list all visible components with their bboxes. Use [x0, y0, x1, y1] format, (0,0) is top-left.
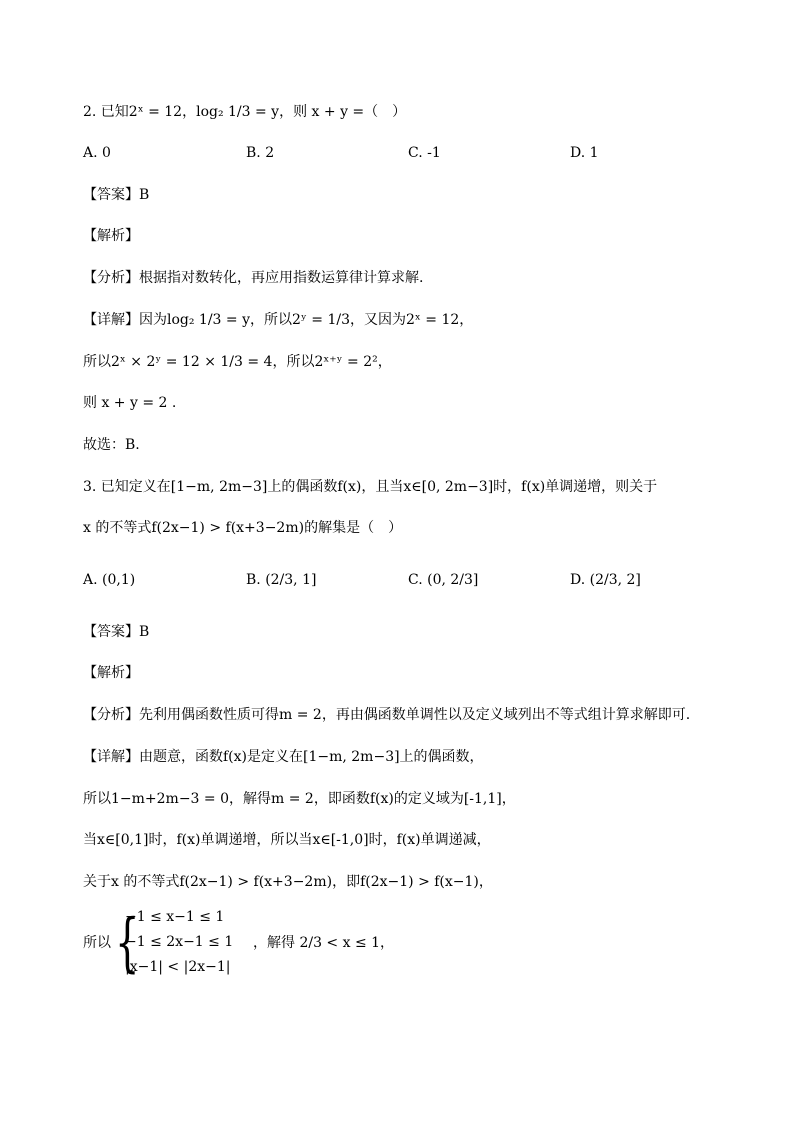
q3-option-a: A. (0,1)	[83, 572, 136, 588]
system-line-1: −1 ≤ x−1 ≤ 1	[125, 909, 225, 925]
q2-answer: 【答案】B	[83, 187, 150, 203]
system-prefix: 所以	[83, 935, 111, 951]
q2-option-c: C. -1	[408, 145, 441, 161]
q2-detail-line-3: 则 x + y = 2 .	[83, 395, 177, 411]
q3-detail-line-3: 当x∈[0,1]时，f(x)单调递增，所以当x∈[-1,0]时，f(x)单调递减，	[83, 832, 491, 848]
q3-detail-line-2: 所以1−m+2m−3 = 0，解得m = 2，即函数f(x)的定义域为[-1,1]，	[83, 791, 516, 807]
q2-option-b: B. 2	[246, 145, 275, 161]
question-2-stem: 2. 已知2ˣ = 12，log₂ 1/3 = y，则 x + y =（ ）	[83, 104, 407, 120]
system-line-3: |x−1| < |2x−1|	[125, 959, 231, 975]
q3-detail-line-4: 关于x 的不等式f(2x−1) > f(x+3−2m)，即f(2x−1) > f(x−1)，	[83, 874, 493, 890]
q2-option-d: D. 1	[570, 145, 599, 161]
q2-detail-line-1: 【详解】因为log₂ 1/3 = y，所以2ʸ = 1/3，又因为2ˣ = 12，	[83, 312, 474, 328]
question-3-stem-line-1: 3. 已知定义在[1−m, 2m−3]上的偶函数f(x)，且当x∈[0, 2m−3]时，f(x)单调递增，则关于	[83, 479, 658, 495]
q3-option-b: B. (2/3, 1]	[246, 572, 317, 588]
q3-analysis-heading: 【解析】	[83, 665, 139, 681]
q3-detail-line-1: 【详解】由题意，函数f(x)是定义在[1−m, 2m−3]上的偶函数，	[83, 749, 484, 765]
q2-option-a: A. 0	[83, 145, 111, 161]
left-brace: {	[115, 906, 140, 980]
q3-option-c: C. (0, 2/3]	[408, 572, 479, 588]
system-suffix: ，解得 2/3 < x ≤ 1，	[253, 935, 395, 951]
question-3-stem-line-2: x 的不等式f(2x−1) > f(x+3−2m)的解集是（ ）	[83, 520, 403, 536]
q2-detail-line-2: 所以2ˣ × 2ʸ = 12 × 1/3 = 4，所以2ˣ⁺ʸ = 2²，	[83, 354, 392, 370]
system-line-2: −1 ≤ 2x−1 ≤ 1	[125, 934, 234, 950]
q2-analysis-heading: 【解析】	[83, 228, 139, 244]
system-lines	[125, 905, 233, 980]
q3-analysis: 【分析】先利用偶函数性质可得m = 2，再由偶函数单调性以及定义域列出不等式组计算求解即可.	[83, 707, 691, 723]
q3-option-d: D. (2/3, 2]	[570, 572, 641, 588]
q2-conclusion: 故选：B.	[83, 437, 140, 453]
inequality-system	[83, 905, 395, 985]
q2-analysis: 【分析】根据指对数转化，再应用指数运算律计算求解.	[83, 270, 424, 286]
q3-answer: 【答案】B	[83, 624, 150, 640]
